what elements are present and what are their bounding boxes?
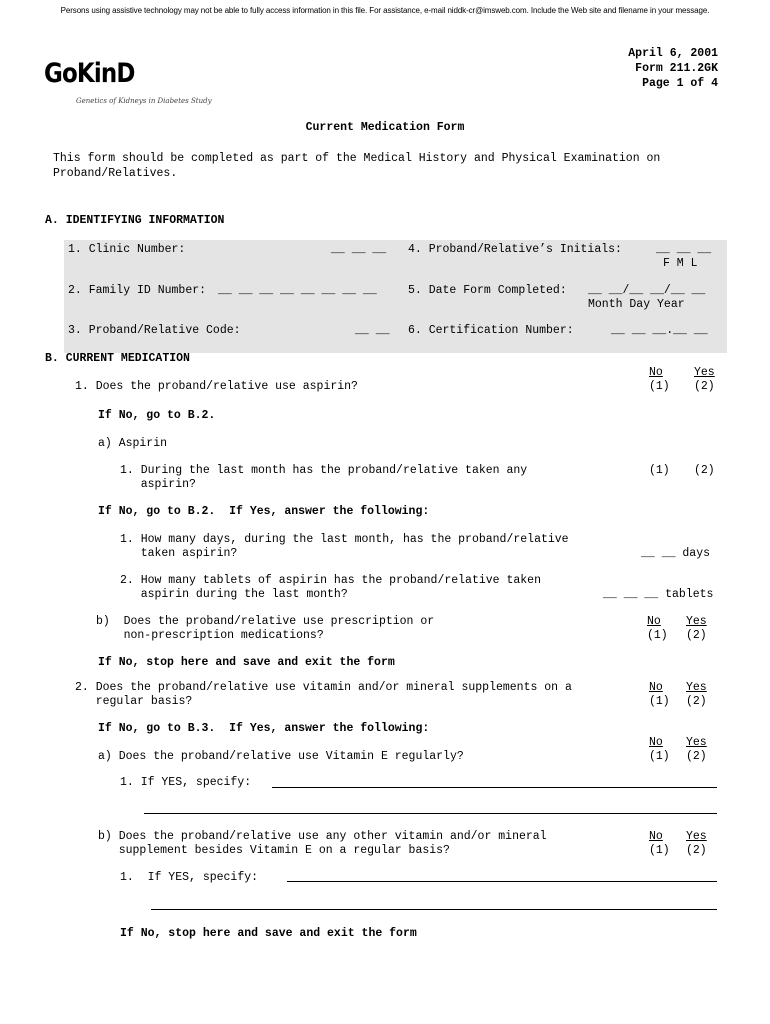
initials-label: 4. Proband/Relative’s Initials:	[408, 243, 622, 256]
other-supplement-specify-line-1[interactable]	[287, 881, 717, 882]
clinic-number-field[interactable]: __ __ __	[331, 243, 387, 256]
q2b-line-2: supplement besides Vitamin E on a regular basis?	[98, 844, 450, 857]
section-a-heading: A. IDENTIFYING INFORMATION	[45, 214, 225, 227]
form-title: Current Medication Form	[305, 121, 465, 134]
q1a1-no-code[interactable]: (1)	[649, 464, 670, 477]
q2-yes-label: Yes	[686, 681, 707, 694]
initials-field[interactable]: __ __ __	[656, 243, 712, 256]
aspirin-tablets-field[interactable]: __ __ __ tablets	[603, 588, 714, 601]
q1-yes-label: Yes	[694, 366, 715, 379]
section-b-heading: B. CURRENT MEDICATION	[45, 352, 190, 365]
clinic-number-label: 1. Clinic Number:	[68, 243, 186, 256]
form-date: April 6, 2001	[628, 47, 718, 60]
intro-line-2: Proband/Relatives.	[53, 167, 178, 180]
q2-no-code[interactable]: (1)	[649, 695, 670, 708]
intro-line-1: This form should be completed as part of the Medical History and Physical Examination on	[53, 152, 661, 165]
skip-instruction-1: If No, go to B.2.	[98, 409, 216, 422]
q1a3-line-2: aspirin during the last month?	[120, 588, 348, 601]
q1a2-line-1: 1. How many days, during the last month, has the proband/relative	[120, 533, 569, 546]
q2b-yes-label: Yes	[686, 830, 707, 843]
q1-no-code[interactable]: (1)	[649, 380, 670, 393]
certification-label: 6. Certification Number:	[408, 324, 574, 337]
gokind-logo	[44, 58, 212, 108]
q1b-line-1: b) Does the proband/relative use prescription or	[96, 615, 435, 628]
q1b-no-label: No	[647, 615, 661, 628]
accessibility-notice: Persons using assistive technology may not be able to fully access information in this file. For assistance, e-mail niddk-cr@imsweb.com. Include the Web site and filename in your message.	[60, 6, 710, 15]
q2a-no-code[interactable]: (1)	[649, 750, 670, 763]
q1a1-line-1: 1. During the last month has the proband/relative taken any	[120, 464, 528, 477]
q2a-no-label: No	[649, 736, 663, 749]
vitamin-e-specify-line-2[interactable]	[144, 813, 717, 814]
family-id-field[interactable]: __ __ __ __ __ __ __ __	[218, 284, 377, 297]
q1-no-label: No	[649, 366, 663, 379]
certification-field[interactable]: __ __ __.__ __	[611, 324, 708, 337]
q1b-yes-code[interactable]: (2)	[686, 629, 707, 642]
q2b-yes-code[interactable]: (2)	[686, 844, 707, 857]
form-header	[628, 46, 718, 91]
q1a3-line-1: 2. How many tablets of aspirin has the proband/relative taken	[120, 574, 541, 587]
q1a-heading: a) Aspirin	[98, 437, 168, 450]
q1b-yes-label: Yes	[686, 615, 707, 628]
date-completed-label: 5. Date Form Completed:	[408, 284, 567, 297]
q2a1-label: 1. If YES, specify:	[120, 776, 252, 789]
q2b-no-label: No	[649, 830, 663, 843]
q2a-text: a) Does the proband/relative use Vitamin E regularly?	[98, 750, 464, 763]
aspirin-days-field[interactable]: __ __ days	[641, 547, 711, 560]
page-number: Page 1 of 4	[642, 77, 718, 90]
q2a-yes-code[interactable]: (2)	[686, 750, 707, 763]
stop-instruction-1: If No, stop here and save and exit the form	[98, 656, 395, 669]
q2-no-label: No	[649, 681, 663, 694]
q1a1-yes-code[interactable]: (2)	[694, 464, 715, 477]
proband-code-field[interactable]: __ __	[355, 324, 390, 337]
logo-text: GoKinD	[44, 58, 135, 89]
q2-line-2: regular basis?	[75, 695, 193, 708]
form-number: Form 211.2GK	[635, 62, 718, 75]
logo-tagline: Genetics of Kidneys in Diabetes Study	[76, 97, 212, 105]
q1b-no-code[interactable]: (1)	[647, 629, 668, 642]
q2-line-1: 2. Does the proband/relative use vitamin and/or mineral supplements on a	[75, 681, 572, 694]
date-completed-field[interactable]: __ __/__ __/__ __	[588, 284, 706, 297]
q1-text: 1. Does the proband/relative use aspirin?	[75, 380, 358, 393]
skip-instruction-4: If No, go to B.3. If Yes, answer the following:	[98, 722, 430, 735]
q2b1-label: 1. If YES, specify:	[120, 871, 259, 884]
q2-yes-code[interactable]: (2)	[686, 695, 707, 708]
q2a-yes-label: Yes	[686, 736, 707, 749]
q1b-line-2: non-prescription medications?	[96, 629, 324, 642]
family-id-label: 2. Family ID Number:	[68, 284, 207, 297]
q2b-line-1: b) Does the proband/relative use any other vitamin and/or mineral	[98, 830, 547, 843]
stop-instruction-2: If No, stop here and save and exit the form	[120, 927, 417, 940]
q1-yes-code[interactable]: (2)	[694, 380, 715, 393]
date-completed-sublabel: Month Day Year	[588, 298, 685, 311]
q2b-no-code[interactable]: (1)	[649, 844, 670, 857]
skip-instruction-2: If No, go to B.2. If Yes, answer the following:	[98, 505, 430, 518]
q1a2-line-2: taken aspirin?	[120, 547, 238, 560]
other-supplement-specify-line-2[interactable]	[151, 909, 717, 910]
q1a1-line-2: aspirin?	[120, 478, 196, 491]
proband-code-label: 3. Proband/Relative Code:	[68, 324, 241, 337]
initials-sublabel: F M L	[663, 257, 698, 270]
vitamin-e-specify-line-1[interactable]	[272, 787, 717, 788]
